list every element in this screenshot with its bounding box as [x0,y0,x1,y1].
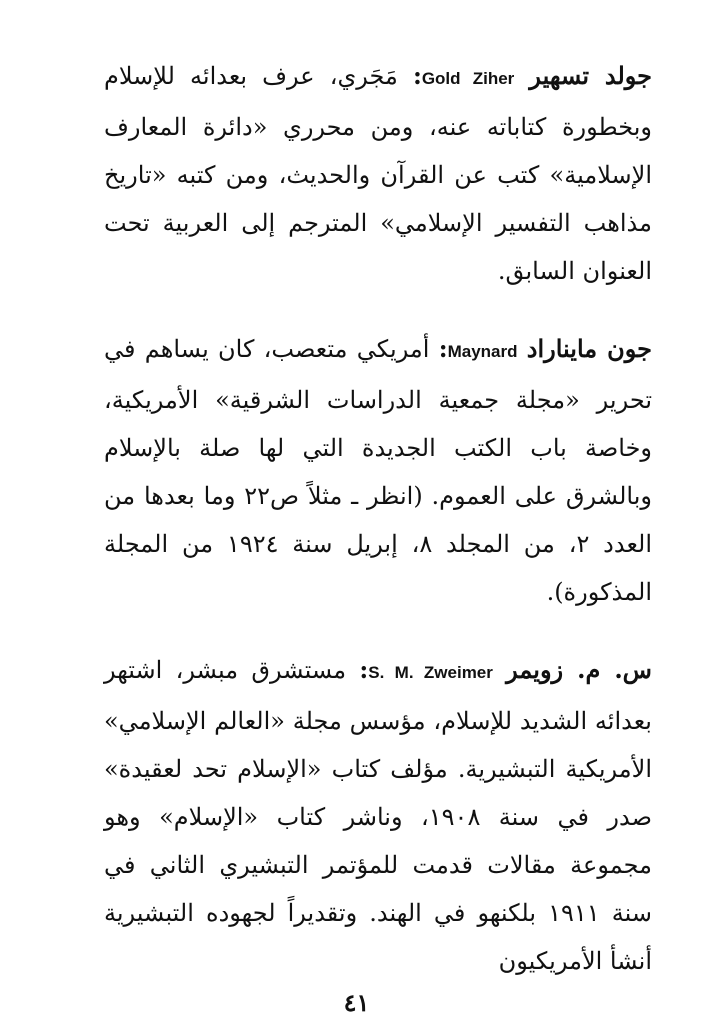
page-number: ٤١ [343,988,370,1017]
entry-zwemer [104,646,652,985]
entry-term: س. م. زويمر [506,655,652,684]
entry-maynard [104,325,652,616]
entry-text: مَجَري، عرف بعدائه للإسلام وبخطورة كتاباته عنه، ومن محرري «دائرة المعارف الإسلامية» كتب عن القرآن والحديث، ومن كتبه «تاريخ مذاهب التفسير الإسلامي» المترجم إلى العربية تحت العنوان السابق. [104,62,652,285]
entry-separator: : [359,655,369,684]
entry-separator: : [438,334,448,363]
entry-latin-name: Gold Ziher [421,69,515,88]
page-text [104,52,652,982]
entry-text: مستشرق مبشر، اشتهر بعدائه الشديد للإسلام، مؤسس مجلة «العالم الإسلامي» الأمريكية التبشيرية. مؤلف كتاب «الإسلام تحد لعقيدة» صدر في سنة ١٩٠٨، وناشر كتاب «الإسلام» وهو مجموعة مقالات قدمت للمؤتمر التبشيري الثاني في سنة ١٩١١ بلكنهو في الهند. وتقديراً لجهوده التبشيرية أنشأ الأمريكيون [104,656,652,975]
entry-term: جون مايناراد [526,334,652,363]
entry-latin-name: S. M. Zweimer [368,663,493,682]
entry-term: جولد تسهير [529,61,652,90]
entry-goldziher [104,52,652,295]
entry-text: أمريكي متعصب، كان يساهم في تحرير «مجلة جمعية الدراسات الشرقية» الأمريكية، وخاصة باب الكتب الجديدة التي لها صلة بالإسلام وبالشرق على العموم. (انظر ـ مثلاً ص٢٢ وما بعدها من العدد ٢، من المجلد ٨، إبريل سنة ١٩٢٤ من المجلة المذكورة). [104,335,653,606]
entry-separator: : [412,61,422,90]
entry-latin-name: Maynard [447,342,518,361]
